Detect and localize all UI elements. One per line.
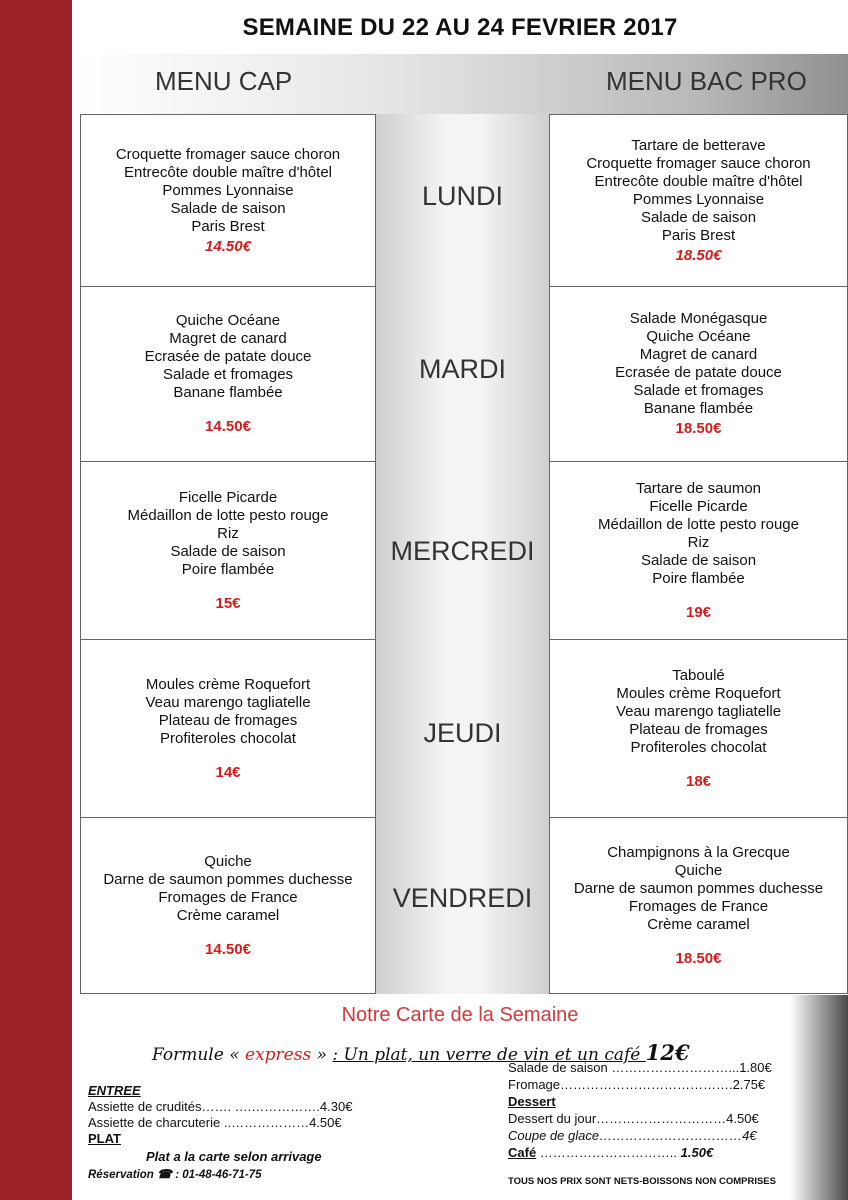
menu-item: Riz [217, 524, 239, 542]
menu-item: Quiche Océane [646, 328, 751, 345]
menu-item: Salade de saison [640, 551, 757, 569]
day-label-vendredi: VENDREDI [392, 883, 533, 913]
menu-price: 18€ [685, 772, 712, 790]
formule-mid: » [311, 1045, 333, 1065]
menu-item: Poire flambée [181, 560, 275, 578]
desserts-section [508, 1059, 772, 1161]
formule-express-word: express [245, 1045, 312, 1065]
reservation-label: Réservation [88, 1169, 154, 1181]
menu-item: Magret de canard [639, 346, 758, 363]
cap-menu-mercredi [80, 461, 376, 640]
menu-item: Salade et fromages [162, 366, 294, 383]
menu-price: 18.50€ [675, 246, 722, 264]
menu-price: 14.50€ [205, 237, 251, 255]
menu-item: Pommes Lyonnaise [632, 190, 765, 208]
formule-price: 12€ [645, 1040, 690, 1065]
menu-item: Moules crème Roquefort [616, 684, 781, 702]
day-label-mardi: MARDI [419, 354, 506, 384]
dessert-heading: Dessert [508, 1094, 556, 1109]
menu-item: Banane flambée [643, 400, 754, 417]
day-label-jeudi: JEUDI [423, 718, 502, 748]
menu-item: Plateau de fromages [629, 720, 768, 738]
menu-price: 14€ [215, 763, 241, 781]
menu-price: 14.50€ [205, 418, 251, 435]
cafe-line [508, 1144, 772, 1161]
menu-item: Ficelle Picarde [178, 488, 278, 506]
menu-item: Veau marengo tagliatelle [615, 702, 782, 720]
menu-item: Quiche [204, 852, 252, 870]
reservation-line [88, 1166, 352, 1183]
menu-item: Paris Brest [191, 217, 265, 235]
menu-item: Salade de saison [170, 542, 286, 560]
menu-item: Ecrasée de patate douce [144, 348, 312, 365]
salade-line: Salade de saison ………………………...1.80€ [508, 1060, 772, 1075]
menu-item: Banane flambée [173, 384, 283, 401]
entree-item: Assiette de charcuterie ..………………4.50€ [88, 1115, 342, 1130]
bac-menu-mercredi [549, 461, 848, 640]
menu-item: Champignons à la Grecque [607, 843, 790, 861]
day-label-lundi: LUNDI [421, 181, 503, 211]
cap-menu-vendredi [80, 817, 376, 994]
menu-item: Salade Monégasque [629, 310, 768, 327]
menu-item: Salade et fromages [633, 382, 764, 399]
menu-price: 19€ [685, 603, 712, 621]
cafe-dots: ………………………….. [536, 1145, 681, 1160]
menu-item: Profiteroles chocolat [160, 729, 296, 747]
entree-heading: ENTREE [88, 1083, 141, 1098]
dessert-jour-line: Dessert du jour…………………………4.50€ [508, 1111, 759, 1126]
reservation-phone: : 01-48-46-71-75 [175, 1169, 262, 1181]
menu-cap-heading: MENU CAP [155, 66, 293, 96]
menu-price: 15€ [215, 594, 241, 612]
formule-description: : Un plat, un verre de vin et un café [332, 1045, 646, 1065]
menu-item: Entrecôte double maître d'hôtel [594, 172, 803, 190]
menu-item: Veau marengo tagliatelle [145, 693, 311, 711]
menu-item: Paris Brest [661, 226, 736, 244]
menu-item: Pommes Lyonnaise [162, 181, 294, 199]
bac-menu-jeudi [549, 639, 848, 818]
menu-item: Tartare de betterave [631, 136, 766, 154]
menu-price: 18.50€ [675, 949, 722, 967]
menu-item: Médaillon de lotte pesto rouge [127, 506, 329, 524]
fromage-line: Fromage………………………………….2.75€ [508, 1077, 766, 1092]
carte-title: Notre Carte de la Semaine [341, 1004, 579, 1026]
menu-item: Salade de saison [170, 199, 286, 217]
cafe-label: Café [508, 1145, 537, 1160]
menu-item: Crème caramel [176, 906, 280, 924]
menu-item: Magret de canard [169, 330, 287, 347]
menu-item: Moules crème Roquefort [145, 675, 311, 693]
menu-item: Riz [687, 533, 710, 551]
menu-price: 18.50€ [675, 420, 722, 437]
prices-note: TOUS NOS PRIX SONT NETS-BOISSONS NON COMPRISES [508, 1176, 776, 1187]
entree-plat-section [88, 1083, 352, 1183]
menu-item: Fromages de France [158, 888, 298, 906]
plat-text: Plat a la carte selon arrivage [146, 1149, 322, 1164]
menu-price: 14.50€ [205, 940, 251, 958]
menu-item: Médaillon de lotte pesto rouge [598, 515, 799, 533]
bac-menu-lundi [549, 114, 848, 287]
left-color-bar [0, 0, 72, 1200]
menu-item: Quiche Océane [175, 312, 281, 329]
cap-menu-lundi [80, 114, 376, 287]
menu-item: Salade de saison [640, 208, 757, 226]
menu-item: Poire flambée [652, 569, 745, 587]
menu-item: Fromages de France [628, 897, 769, 915]
menu-item: Darne de saumon pommes duchesse [573, 879, 824, 897]
menu-item: Croquette fromager sauce choron [586, 154, 811, 172]
bac-menu-vendredi [549, 817, 848, 994]
plat-heading: PLAT [88, 1131, 121, 1146]
page-title: SEMAINE DU 22 AU 24 FEVRIER 2017 [242, 14, 678, 41]
cap-menu-jeudi [80, 639, 376, 818]
menu-item: Darne de saumon pommes duchesse [103, 870, 353, 888]
menu-item: Plateau de fromages [158, 711, 298, 729]
menu-item: Ficelle Picarde [649, 497, 748, 515]
menu-item: Entrecôte double maître d'hôtel [124, 163, 332, 181]
bac-menu-mardi [549, 286, 848, 462]
menu-item: Taboulé [672, 666, 725, 684]
menu-item: Profiteroles chocolat [630, 738, 767, 756]
cafe-price: 1.50€ [680, 1145, 714, 1160]
formule-prefix: Formule « [152, 1045, 246, 1065]
menu-item: Crème caramel [647, 915, 750, 933]
menu-bac-heading: MENU BAC PRO [606, 66, 807, 96]
coupe-line: Coupe de glace……………………………4€ [508, 1128, 757, 1143]
telephone-icon: ☎ [157, 1167, 172, 1181]
menu-item: Croquette fromager sauce choron [115, 145, 341, 163]
menu-item: Ecrasée de patate douce [615, 364, 782, 381]
menu-item: Tartare de saumon [635, 479, 762, 497]
entree-item: Assiette de crudités……. ….…………….4.30€ [88, 1099, 353, 1114]
day-label-mercredi: MERCREDI [390, 536, 535, 566]
cap-menu-mardi [80, 286, 376, 462]
menu-item: Quiche [674, 861, 723, 879]
